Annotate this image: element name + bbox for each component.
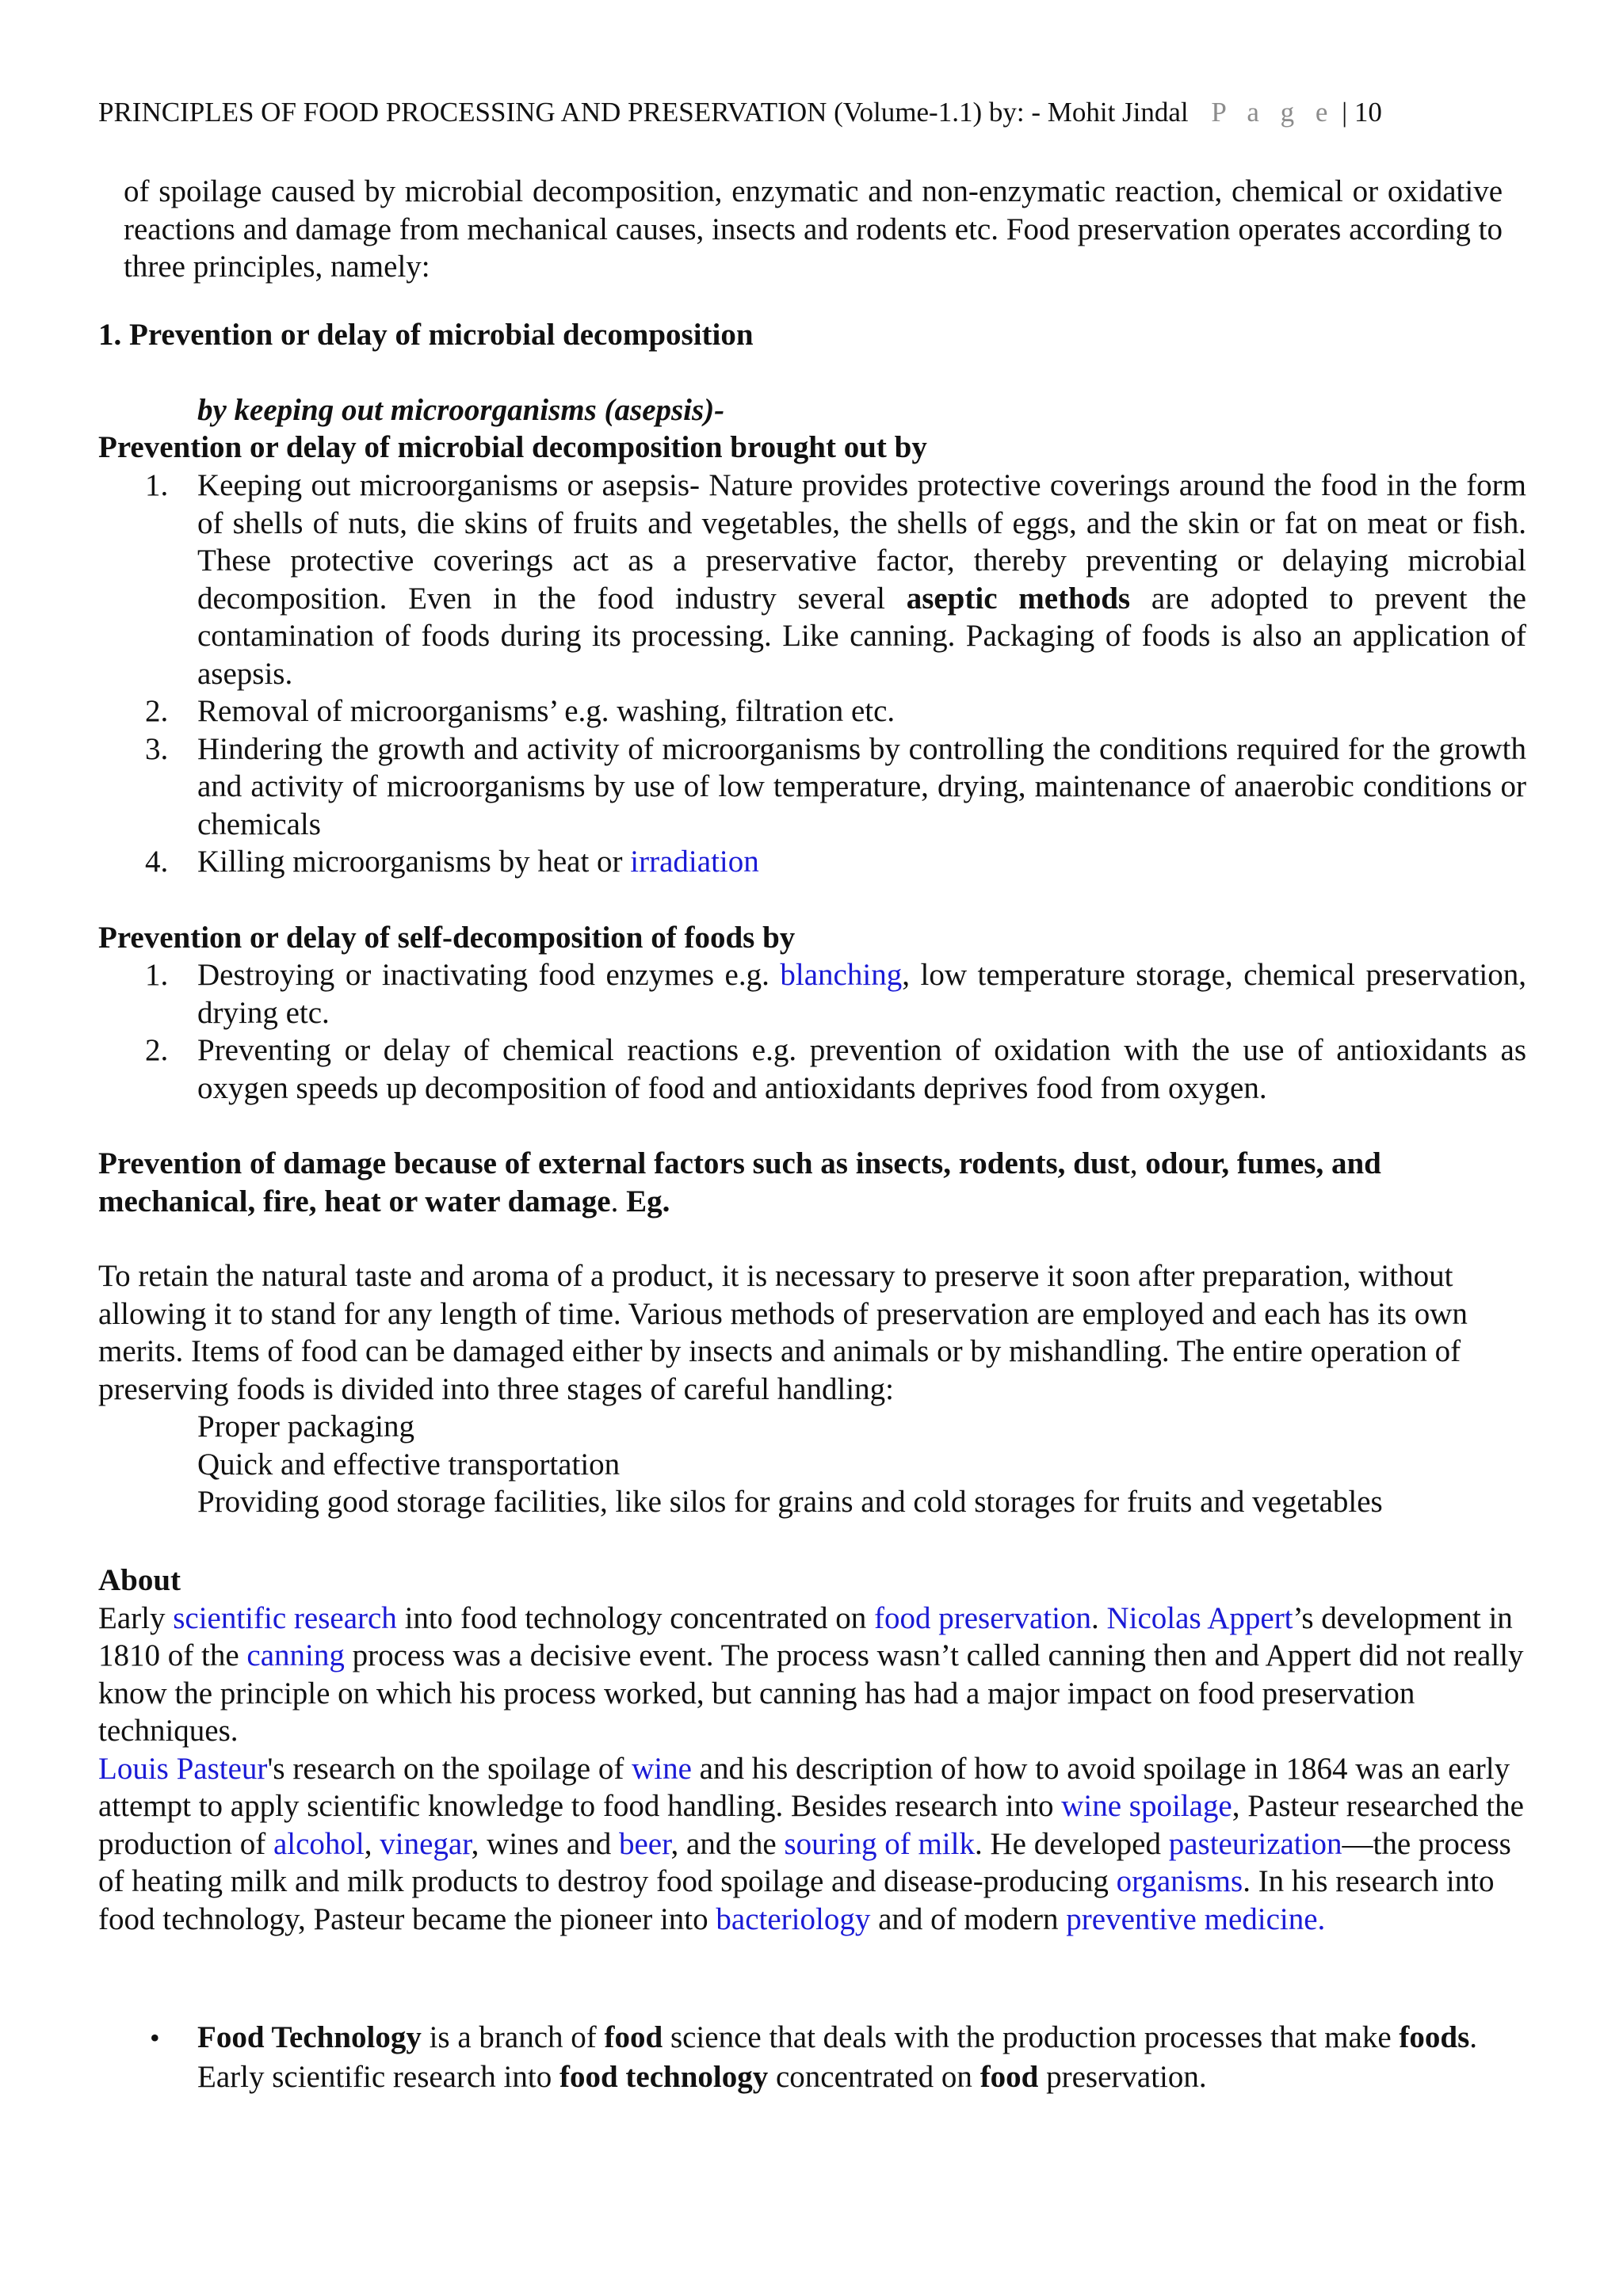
intro-paragraph <box>124 173 1503 286</box>
list-text: are adopted to prevent the contamination of foods during its processing. Like canning. Packaging of foods is also an application of asepsis. <box>197 581 1526 691</box>
bold-term: aseptic methods <box>906 581 1131 616</box>
about-heading: About <box>98 1563 181 1597</box>
link-canning[interactable]: canning <box>246 1638 345 1672</box>
section2-list <box>145 956 1526 1107</box>
link-irradiation[interactable]: irradiation <box>630 845 759 879</box>
text: —the process of heating milk and milk products to destroy food spoilage and disease-producing <box>98 1826 1511 1898</box>
link-nicolas-appert[interactable]: Nicolas Appert <box>1106 1600 1293 1635</box>
page-header <box>98 97 1382 128</box>
section1-list <box>145 467 1526 881</box>
section3-period: . <box>610 1184 619 1219</box>
text: and his description of how to avoid spoilage in 1864 was an early attempt to apply scientific knowledge to food handling. Besides research into <box>98 1751 1510 1823</box>
bold-term: food <box>980 2060 1039 2094</box>
text: ’s development in 1810 of the <box>98 1600 1513 1672</box>
handling-paragraph <box>98 1257 1525 1521</box>
bold-term: foods <box>1399 2020 1470 2054</box>
list-item <box>145 467 1526 692</box>
text: concentrated on <box>768 2060 980 2094</box>
text: , <box>364 1826 380 1861</box>
section1-heading <box>98 316 1525 354</box>
about-paragraph-2 <box>98 1750 1533 1939</box>
text: and of modern <box>870 1901 1067 1936</box>
list-text: Destroying or inactivating food enzymes e.g. <box>197 958 781 992</box>
list-item <box>145 1032 1526 1107</box>
link-food-preservation[interactable]: food preservation <box>873 1600 1091 1635</box>
text: science that deals with the production processes that make <box>663 2020 1400 2054</box>
handling-text: To retain the natural taste and aroma of a product, it is necessary to preserve it soon after preparation, without allowing it to stand for any length of time. Various methods of preservation are employed and each has its own merits. Items of food can be damaged either by insects and animals or by mishandling. The entire operation of preserving foods is divided into three stages of careful handling: <box>98 1259 1468 1406</box>
list-text: Preventing or delay of chemical reactions e.g. prevention of oxidation with the use of antioxidants as oxygen speeds up decomposition of food and antioxidants deprives food from oxygen. <box>197 1033 1526 1105</box>
list-item <box>145 730 1526 844</box>
text: into food technology concentrated on <box>396 1600 874 1635</box>
text: process was a decisive event. The process wasn’t called canning then and Appert did not really know the principle on which his process worked, but canning has had a major impact on food preservation techniques. <box>98 1638 1524 1748</box>
bold-term: Food Technology <box>197 2020 422 2054</box>
list-number: 1. <box>145 958 169 992</box>
link-scientific-research[interactable]: scientific research <box>173 1600 397 1635</box>
link-wine[interactable]: wine <box>632 1751 692 1786</box>
link-blanching[interactable]: blanching <box>780 958 903 992</box>
list-number: 3. <box>145 731 169 766</box>
stage-item: Quick and effective transportation <box>197 1447 621 1482</box>
list-item <box>145 692 1526 730</box>
text: Early <box>98 1600 174 1635</box>
page-label: P a g e <box>1211 97 1335 128</box>
list-number: 1. <box>145 468 169 502</box>
section1-subheading <box>98 429 1525 467</box>
list-text: Killing microorganisms by heat or <box>197 845 631 879</box>
text: . <box>1317 1901 1326 1936</box>
about-section <box>98 1562 1533 1938</box>
text: preservation. <box>1038 2060 1207 2094</box>
link-vinegar[interactable]: vinegar <box>380 1826 472 1861</box>
section2-heading <box>98 919 1525 957</box>
link-preventive-medicine[interactable]: preventive medicine <box>1066 1901 1318 1936</box>
about-paragraph-1 <box>98 1600 1533 1750</box>
bold-term: food <box>604 2020 663 2054</box>
section3-comma: , <box>1129 1146 1138 1180</box>
stage-item: Providing good storage facilities, like silos for grains and cold storages for fruits and vegetables <box>197 1485 1383 1519</box>
text: . In his research into food technology, Pasteur became the pioneer into <box>98 1864 1495 1936</box>
text: , Pasteur researched the production of <box>98 1789 1524 1861</box>
text: , and the <box>670 1826 785 1861</box>
list-item <box>145 843 1526 881</box>
section3-heading-part: Prevention of damage because of external factors such as insects, rodents, dust <box>98 1146 1130 1180</box>
link-beer[interactable]: beer <box>618 1826 671 1861</box>
bullet-item <box>150 2018 1513 2097</box>
text: is a branch of <box>421 2020 605 2054</box>
list-text: Keeping out microorganisms or asepsis- Nature provides protective coverings around the food in the form of shells of nuts, die skins of fruits and vegetables, the shells of eggs, and the skin or fat on meat or fish. These protective coverings act as a preservative factor, thereby preventing or delaying microbial decomposition. Even in the food industry several <box>197 468 1526 616</box>
link-organisms[interactable]: organisms <box>1116 1864 1243 1898</box>
bullet-icon: • <box>150 2022 160 2054</box>
list-text: Hindering the growth and activity of microorganisms by controlling the conditions required for the growth and activity of microorganisms by use of low temperature, drying, maintenance of anaerobic conditions or chemicals <box>197 731 1526 841</box>
link-bacteriology[interactable]: bacteriology <box>716 1901 871 1936</box>
link-wine-spoilage[interactable]: wine spoilage <box>1061 1789 1232 1823</box>
page-number: 10 <box>1354 97 1382 128</box>
link-pasteurization[interactable]: pasteurization <box>1168 1826 1342 1861</box>
section1-italic-subheading <box>197 391 1465 429</box>
text: . Early scientific research into <box>197 2020 1477 2094</box>
section1-italic-text: by keeping out microorganisms (asepsis)- <box>197 393 725 427</box>
link-souring-of-milk[interactable]: souring of milk <box>784 1826 975 1861</box>
section3-heading-part: odour, fumes, and mechanical, fire, heat or water damage <box>98 1146 1381 1219</box>
list-text: , low temperature storage, chemical preservation, drying etc. <box>197 958 1526 1030</box>
text: , wines and <box>471 1826 619 1861</box>
list-text: Removal of microorganisms’ e.g. washing, filtration etc. <box>197 694 896 728</box>
intro-text: of spoilage caused by microbial decomposition, enzymatic and non-enzymatic reaction, chemical or oxidative reactions and damage from mechanical causes, insects and rodents etc. Food preservation operates according to three principles, namely: <box>124 174 1503 284</box>
page-separator: | <box>1342 97 1348 128</box>
list-number: 2. <box>145 1033 169 1067</box>
stage-item: Proper packaging <box>197 1409 414 1444</box>
section1-subheading-text: Prevention or delay of microbial decomposition brought out by <box>98 430 927 464</box>
link-alcohol[interactable]: alcohol <box>273 1826 365 1861</box>
stages-list <box>98 1408 1525 1521</box>
bold-term: food technology <box>559 2060 769 2094</box>
list-number: 4. <box>145 845 169 879</box>
section1-heading-text: 1. Prevention or delay of microbial decomposition <box>98 318 754 352</box>
text: 's research on the spoilage of <box>267 1751 632 1786</box>
header-title: PRINCIPLES OF FOOD PROCESSING AND PRESERVATION (Volume-1.1) by: - Mohit Jindal <box>98 97 1189 128</box>
list-number: 2. <box>145 694 169 728</box>
text: . <box>1090 1600 1107 1635</box>
section2-heading-text: Prevention or delay of self-decomposition of foods by <box>98 921 796 955</box>
text: . He developed <box>974 1826 1169 1861</box>
link-louis-pasteur[interactable]: Louis Pasteur <box>98 1751 268 1786</box>
list-item <box>145 956 1526 1032</box>
section3-heading-part: Eg. <box>618 1184 670 1219</box>
section3-heading <box>98 1145 1493 1220</box>
